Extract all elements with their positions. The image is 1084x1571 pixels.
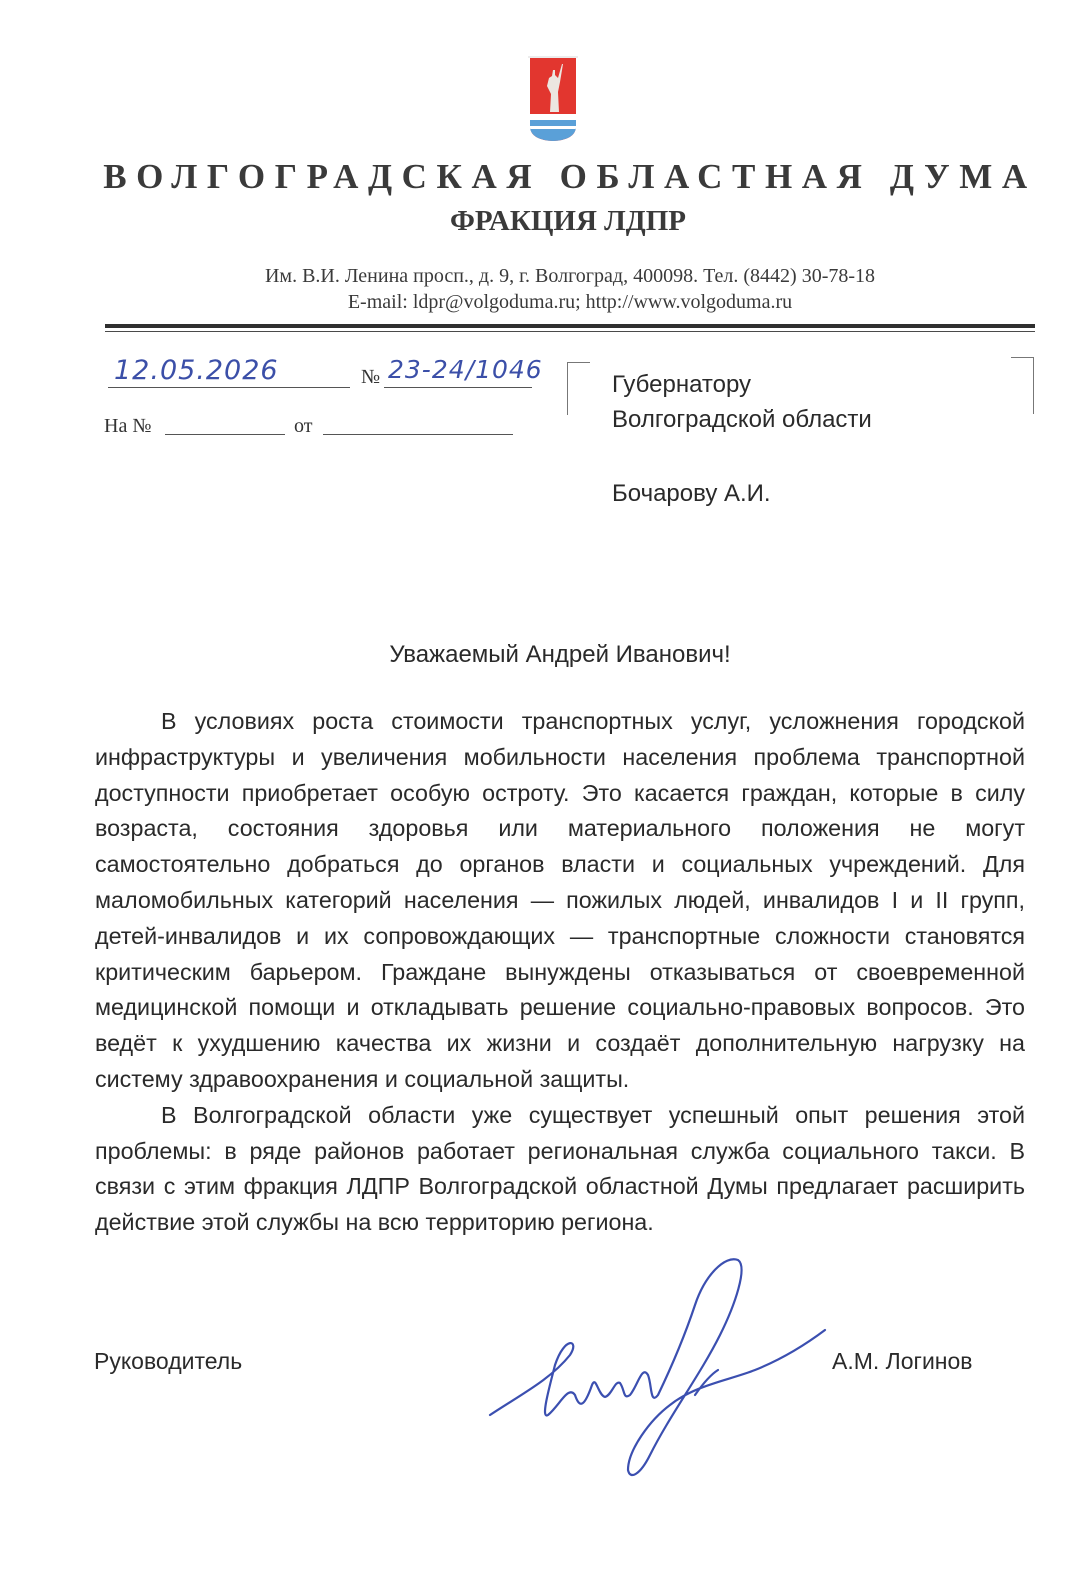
address-line: Им. В.И. Ленина просп., д. 9, г. Волгоград, 400098. Тел. (8442) 30-78-18: [264, 265, 876, 287]
addressee-bracket-left: [567, 362, 590, 415]
date-underline: [108, 387, 350, 388]
addressee-name: Бочарову А.И.: [612, 480, 771, 507]
coat-of-arms-icon: [528, 56, 578, 142]
faction-title: ФРАКЦИЯ ЛДПР: [449, 205, 687, 237]
reply-from-label: от: [294, 415, 313, 437]
signatory-role: Руководитель: [94, 1348, 243, 1374]
outgoing-date: 12.05.2026: [114, 355, 279, 386]
addressee-region: Волгоградской области: [612, 406, 872, 433]
signatory-name: А.М. Логинов: [832, 1348, 973, 1374]
number-sign: №: [361, 366, 381, 388]
organization-title: ВОЛГОГРАДСКАЯ ОБЛАСТНАЯ ДУМА: [103, 157, 1037, 196]
outgoing-number: 23-24/1046: [388, 355, 543, 384]
header-rule-thin: [105, 331, 1035, 332]
body-paragraph: В Волгоградской области уже существует успешный опыт решения этой проблемы: в ряде районов работает региональная служба социального такси. В связи с этим фракция ЛДПР Волгоградской областной Думы предлагает расширить действие этой службы на всю территорию региона.: [95, 1101, 1025, 1236]
number-underline: [384, 387, 532, 388]
handwritten-signature: [480, 1245, 840, 1485]
reply-from-date-line: [323, 434, 513, 435]
salutation: Уважаемый Андрей Иванович!: [389, 641, 731, 668]
addressee-position: Губернатору: [612, 371, 752, 398]
letter-body: [95, 704, 1025, 1241]
addressee-bracket-right: [1011, 357, 1034, 414]
header-rule-thick: [105, 324, 1035, 328]
contact-line: E-mail: ldpr@volgoduma.ru; http://www.volgoduma.ru: [347, 291, 793, 313]
reply-to-number-line: [165, 434, 285, 435]
body-paragraph: В условиях роста стоимости транспортных услуг, усложнения городской инфраструктуры и увеличения мобильности населения проблема транспортной доступности приобретает особую остроту. Это касается граждан, которые в силу возраста, состояния здоровья или материального положения не могут самостоятельно добраться до органов власти и социальных учреждений. Для маломобильных категорий населения — пожилых людей, инвалидов I и II групп, детей-инвалидов и их сопровождающих — транспортные сложности становятся критическим барьером. Граждане вынуждены отказываться от своевременной медицинской помощи и откладывать решение социально-правовых вопросов. Это ведёт к ухудшению качества их жизни и создаёт дополнительную нагрузку на систему здравоохранения и социальной защиты.: [95, 708, 1025, 1092]
reply-to-label: На №: [104, 415, 152, 437]
